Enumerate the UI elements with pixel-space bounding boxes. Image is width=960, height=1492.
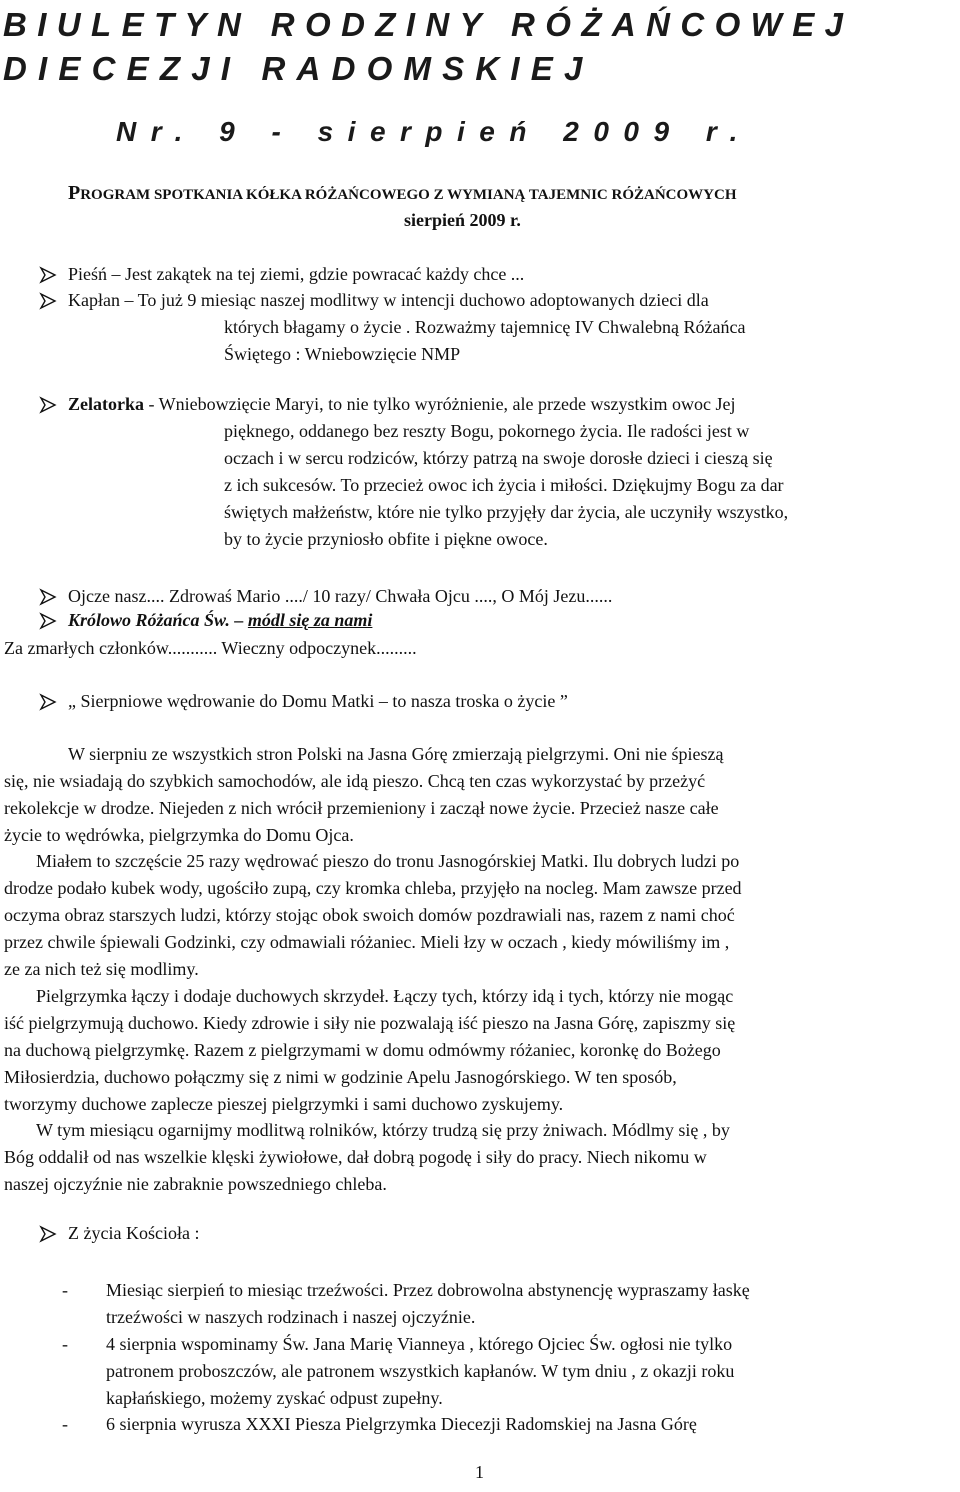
church-item-line: patronem proboszczów, ale patronem wszystkich kapłanów. W tym dniu , z okazji roku	[106, 1361, 735, 1381]
item-zelatorka-line6: by to życie przyniosło obfite i piękne owoce.	[224, 529, 548, 549]
article-p1-line: się, nie wsiadają do szybkich samochodów, ale idą pieszo. Chcą ten czas wykorzystać by przeżyć	[4, 771, 706, 791]
arrow-bullet-icon	[38, 266, 60, 284]
article-p1-line: W sierpniu ze wszystkich stron Polski na Jasna Górę zmierzają pielgrzymi. Oni nie śpieszą	[68, 744, 724, 764]
arrow-bullet-icon	[38, 693, 60, 711]
item-zelatorka-line5: świętych małżeństw, które nie tylko przyjęły dar życia, ale uczyniły wszystko,	[224, 502, 789, 522]
item-kaplan-line1: Kapłan – To już 9 miesiąc naszej modlitwy w intencji duchowo adoptowanych dzieci dla	[68, 290, 709, 310]
item-ojcze: Ojcze nasz.... Zdrowaś Mario ..../ 10 razy/ Chwała Ojcu ...., O Mój Jezu......	[68, 586, 613, 606]
article-p3-line: na duchową pielgrzymkę. Razem z pielgrzymami w domu odmówmy różaniec, koronkę do Bożego	[4, 1040, 721, 1060]
arrow-bullet-icon	[38, 396, 60, 414]
arrow-bullet-icon	[38, 292, 60, 310]
church-item-line: kapłańskiego, możemy zyskać odpust zupełny.	[106, 1388, 443, 1408]
zelatorka-label: Zelatorka	[68, 394, 144, 414]
arrow-bullet-icon	[38, 588, 60, 606]
program-heading: PROGRAM SPOTKANIA KÓŁKA RÓŻAŃCOWEGO Z WYMIANĄ TAJEMNIC RÓŻAŃCOWYCH	[68, 182, 737, 204]
article-p3-line: iść pielgrzymują duchowo. Kiedy zdrowie i siły nie pozwalają iść pieszo na Jasna Górę, zapiszmy się	[4, 1013, 736, 1033]
article-p2-line: ze za nich też się modlimy.	[4, 959, 199, 979]
church-item-line: Miesiąc sierpień to miesiąc trzeźwości. Przez dobrowolna abstynencję wypraszamy łaskę	[106, 1280, 750, 1300]
article-p3-line: tworzymy duchowe zaplecze pieszej pielgrzymki i sami duchowo zyskujemy.	[4, 1094, 564, 1114]
article-heading: „ Sierpniowe wędrowanie do Domu Matki – to nasza troska o życie ”	[68, 691, 568, 711]
article-p3-line: Pielgrzymka łączy i dodaje duchowych skrzydeł. Łączy tych, którzy idą i tych, którzy nie mogąc	[36, 986, 734, 1006]
item-zmarli: Za zmarłych członków........... Wieczny odpoczynek.........	[4, 638, 417, 658]
article-p1-line: życie to wędrówka, pielgrzymka do Domu Ojca.	[4, 825, 354, 845]
article-p2-line: drodze podało kubek wody, ugościło zupą, czy kromka chleba, przyjęło na nocleg. Mam zawsze przed	[4, 878, 742, 898]
bulletin-title-line2: DIECEZJI RADOMSKIEJ	[3, 50, 594, 87]
dash-bullet: -	[62, 1334, 68, 1354]
article-p3-line: Miłosierdzia, duchowo połączmy się z nimi w godzinie Apelu Jasnogórskiego. W ten sposób,	[4, 1067, 677, 1087]
article-p4-line: naszej ojczyźnie nie zabraknie powszedniego chleba.	[4, 1174, 387, 1194]
item-zelatorka-line2: pięknego, oddanego bez reszty Bogu, pokornego życia. Ile radości jest w	[224, 421, 750, 441]
item-zelatorka-line3: oczach i w sercu rodziców, którzy patrzą na swoje dorosłe dzieci i cieszą się	[224, 448, 773, 468]
arrow-bullet-icon	[38, 612, 60, 630]
church-heading: Z życia Kościoła :	[68, 1223, 200, 1243]
article-p1-line: rekolekcje w drodze. Niejeden z nich wrócił przemieniony i zaczął nowe życie. Przecież nasze całe	[4, 798, 719, 818]
arrow-bullet-icon	[38, 1225, 60, 1243]
dash-bullet: -	[62, 1280, 68, 1300]
item-kaplan-line3: Świętego : Wniebowzięcie NMP	[224, 344, 461, 364]
article-p2-line: przez chwile śpiewali Godzinki, czy odmawiali różaniec. Mieli łzy w oczach , kiedy mówiliśmy im ,	[4, 932, 730, 952]
item-zelatorka-line1: Zelatorka - Wniebowzięcie Maryi, to nie tylko wyróżnienie, ale przede wszystkim owoc Jej	[68, 394, 736, 414]
issue-number: Nr. 9 - sierpień 2009 r.	[116, 116, 752, 147]
church-item-line: 4 sierpnia wspominamy Św. Jana Marię Vianneya , którego Ojciec Św. ogłosi nie tylko	[106, 1334, 733, 1354]
page-number: 1	[475, 1462, 484, 1482]
article-p4-line: W tym miesiącu ogarnijmy modlitwą rolników, którzy trudzą się przy żniwach. Módlmy się , by	[36, 1120, 730, 1140]
program-month: sierpień 2009 r.	[404, 210, 521, 230]
article-p2-line: Miałem to szczęście 25 razy wędrować pieszo do tronu Jasnogórskiej Matki. Ilu dobrych ludzi po	[36, 851, 740, 871]
article-p2-line: oczyma obraz starszych ludzi, którzy stojąc obok swoich domów pozdrawiali nas, razem z nami choć	[4, 905, 735, 925]
item-piesn: Pieśń – Jest zakątek na tej ziemi, gdzie powracać każdy chce ...	[68, 264, 525, 284]
item-kaplan-line2: których błagamy o życie . Rozważmy tajemnicę IV Chwalebną Różańca	[224, 317, 746, 337]
church-item-line: 6 sierpnia wyrusza XXXI Piesza Pielgrzymka Diecezji Radomskiej na Jasna Górę	[106, 1414, 697, 1434]
item-krolowo: Królowo Różańca Św. – módl się za nami	[68, 610, 373, 630]
church-item-line: trzeźwości w naszych rodzinach i naszej ojczyźnie.	[106, 1307, 476, 1327]
article-p4-line: Bóg oddalił od nas wszelkie klęski żywiołowe, dał dobrą pogodę i siły do pracy. Niech nikomu w	[4, 1147, 707, 1167]
item-zelatorka-line4: z ich sukcesów. To przecież owoc ich życia i miłości. Dziękujmy Bogu za dar	[224, 475, 784, 495]
bulletin-title-line1: BIULETYN RODZINY RÓŻAŃCOWEJ	[3, 6, 854, 43]
dash-bullet: -	[62, 1414, 68, 1434]
